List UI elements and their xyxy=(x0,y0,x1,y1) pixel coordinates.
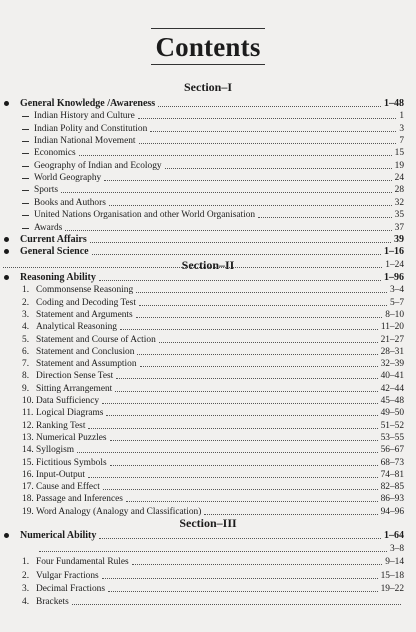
dot-leader xyxy=(139,305,387,306)
entry-pages: 8–10 xyxy=(385,309,404,320)
dot-leader xyxy=(204,514,378,515)
entry-pages: 56–67 xyxy=(380,445,404,456)
entry-pages: 32–39 xyxy=(380,359,404,370)
dot-leader xyxy=(108,591,378,592)
dot-leader xyxy=(106,415,378,416)
entry-pages: 45–48 xyxy=(380,396,404,406)
entry-label: Brackets xyxy=(36,597,69,607)
dot-leader xyxy=(158,106,381,107)
entry-pages: 82–85 xyxy=(380,482,404,493)
bullet-icon xyxy=(4,275,9,280)
entry-label: Passage and Inferences xyxy=(36,494,123,505)
entry-number: 4. xyxy=(22,597,30,607)
entry-label: Statement and Arguments xyxy=(36,309,133,320)
entry-label: Numerical Ability xyxy=(20,530,97,541)
dot-leader xyxy=(258,217,392,218)
entry-pages: 39 xyxy=(394,233,404,245)
toc-entry[interactable] xyxy=(0,583,416,595)
entry-label: Sitting Arrangement xyxy=(36,383,113,394)
entry-number: 14. xyxy=(22,445,34,456)
toc-entry[interactable] xyxy=(0,321,416,333)
toc-entry[interactable] xyxy=(0,420,416,432)
dot-leader xyxy=(115,391,378,392)
dot-leader xyxy=(126,501,378,502)
dot-leader xyxy=(103,489,378,490)
entry-label: Awards xyxy=(34,222,63,233)
toc-entry[interactable] xyxy=(0,309,416,321)
dash-icon xyxy=(22,215,29,216)
dot-leader xyxy=(65,230,392,231)
entry-label: Vulgar Fractions xyxy=(36,570,99,581)
dot-leader xyxy=(110,440,378,441)
toc-entry[interactable] xyxy=(0,123,416,135)
dot-leader xyxy=(88,428,378,429)
toc-entry[interactable] xyxy=(0,234,416,246)
dash-icon xyxy=(22,141,29,142)
entry-label: Word Analogy (Analogy and Classification) xyxy=(36,506,202,517)
toc-entry[interactable] xyxy=(0,493,416,505)
entry-pages: 51–52 xyxy=(380,420,404,431)
entry-number: 8. xyxy=(22,371,30,382)
entry-pages: 9–14 xyxy=(385,557,404,568)
entry-pages: 94–96 xyxy=(380,506,404,517)
toc-entry[interactable] xyxy=(0,160,416,172)
toc-entry[interactable] xyxy=(0,297,416,309)
entry-label: General Science xyxy=(20,246,89,258)
entry-pages: 1–96 xyxy=(384,272,404,283)
dot-leader xyxy=(102,578,378,579)
entry-number: 13. xyxy=(22,432,34,443)
toc-entry[interactable] xyxy=(0,334,416,346)
entry-label: Input-Output xyxy=(36,469,85,480)
dot-leader xyxy=(110,465,378,466)
entry-label: Economics xyxy=(34,148,76,159)
entry-label: General Knowledge /Awareness xyxy=(20,98,156,109)
dot-leader xyxy=(139,143,396,144)
section-heading: Section–III xyxy=(179,516,237,530)
dot-leader xyxy=(88,477,378,478)
entry-number: 15. xyxy=(22,457,34,468)
entry-pages: 1–64 xyxy=(384,530,404,541)
dot-leader xyxy=(72,604,401,605)
entry-pages: 32 xyxy=(394,197,404,208)
entry-pages: 68–73 xyxy=(380,457,404,468)
entry-label: Books and Authors xyxy=(34,197,106,208)
toc-entry[interactable] xyxy=(0,407,416,419)
section-heading: Section–II xyxy=(181,258,235,272)
toc-entry[interactable] xyxy=(0,596,416,608)
entry-pages: 1 xyxy=(399,111,404,122)
dash-icon xyxy=(22,153,29,154)
dot-leader xyxy=(90,242,391,243)
entry-number: 3. xyxy=(22,309,30,320)
toc-entry[interactable] xyxy=(0,432,416,444)
toc-entry[interactable] xyxy=(0,556,416,568)
dot-leader xyxy=(159,342,378,343)
dot-leader xyxy=(138,118,396,119)
entry-label: Direction Sense Test xyxy=(36,371,114,382)
entry-pages: 37 xyxy=(394,222,404,233)
entry-pages: 15–18 xyxy=(380,570,404,581)
entry-label: Sports xyxy=(34,185,58,196)
dash-icon xyxy=(22,166,29,167)
dash-icon xyxy=(22,116,29,117)
entry-pages: 3–8 xyxy=(389,544,404,555)
title-wrap xyxy=(0,28,416,65)
toc-entry[interactable] xyxy=(0,197,416,209)
entry-number: 4. xyxy=(22,322,30,333)
toc-entry[interactable] xyxy=(0,184,416,196)
entry-label: Indian History and Culture xyxy=(34,111,135,122)
entry-label: Cause and Effect xyxy=(36,482,100,493)
entry-pages: 19–22 xyxy=(380,583,404,594)
entry-pages: 11–20 xyxy=(380,322,404,333)
entry-label: Coding and Decoding Test xyxy=(36,297,136,308)
entry-number: 3. xyxy=(22,583,30,594)
bullet-icon xyxy=(4,249,9,254)
entry-pages: 15 xyxy=(394,148,404,159)
entry-label: Analytical Reasoning xyxy=(36,322,117,333)
dot-leader xyxy=(136,292,387,293)
entry-pages: 1–16 xyxy=(384,246,404,258)
entry-label: Decimal Fractions xyxy=(36,583,105,594)
dot-leader xyxy=(99,538,381,539)
entry-pages: 86–93 xyxy=(380,494,404,505)
dot-leader xyxy=(92,254,381,255)
entry-number: 18. xyxy=(22,494,34,505)
entry-label: Indian National Movement xyxy=(34,136,136,147)
entry-number: 1. xyxy=(22,557,30,568)
toc-entry[interactable] xyxy=(0,358,416,370)
dot-leader xyxy=(61,192,392,193)
toc-entry[interactable] xyxy=(0,370,416,382)
entry-label: Current Affairs xyxy=(20,233,87,245)
dash-icon xyxy=(22,178,29,179)
entry-label: World Geography xyxy=(34,173,102,184)
entry-pages: 74–81 xyxy=(380,469,404,480)
entry-label: Logical Diagrams xyxy=(36,408,104,419)
entry-pages: 1–48 xyxy=(384,98,404,109)
toc-entry[interactable] xyxy=(0,135,416,147)
entry-pages: 24 xyxy=(394,173,404,184)
dot-leader xyxy=(116,378,378,379)
toc-entry[interactable] xyxy=(0,530,416,542)
entry-pages: 42–44 xyxy=(380,383,404,394)
dot-leader xyxy=(104,180,392,181)
toc-entry[interactable] xyxy=(0,222,416,234)
entry-number: 12. xyxy=(22,420,34,431)
entry-label: Fictitious Symbols xyxy=(36,457,107,468)
dot-leader xyxy=(99,280,381,281)
bullet-icon xyxy=(4,101,9,106)
entry-number: 2. xyxy=(22,570,30,581)
dot-leader xyxy=(79,155,392,156)
dash-icon xyxy=(22,129,29,130)
dot-leader xyxy=(136,317,382,318)
bullet-icon xyxy=(4,237,9,242)
entry-pages: 7 xyxy=(399,136,404,147)
entry-pages: 35 xyxy=(394,210,404,221)
entry-pages: 28 xyxy=(394,185,404,196)
dash-icon xyxy=(22,190,29,191)
entry-label: Four Fundamental Rules xyxy=(36,557,129,568)
entry-label: Ranking Test xyxy=(36,420,86,431)
toc-entry[interactable] xyxy=(0,110,416,122)
dash-icon xyxy=(22,228,29,229)
page-title: Contents xyxy=(151,28,264,65)
entry-number: 16. xyxy=(22,469,34,480)
entry-label: Statement and Conclusion xyxy=(36,346,135,357)
dash-icon xyxy=(22,203,29,204)
entry-number: 10. xyxy=(22,396,34,406)
entry-number: 6. xyxy=(22,346,30,357)
entry-number: 5. xyxy=(22,334,30,345)
dot-leader xyxy=(165,168,392,169)
entry-label: United Nations Organisation and other World Organisation xyxy=(34,210,256,221)
dot-leader xyxy=(109,205,392,206)
toc-entry[interactable] xyxy=(0,395,416,407)
entry-pages: 40–41 xyxy=(380,371,404,382)
dot-leader xyxy=(132,564,382,565)
entry-pages: 3–4 xyxy=(389,285,404,296)
toc-entry[interactable] xyxy=(0,246,416,258)
entry-pages: 5–7 xyxy=(389,297,404,308)
entry-number: 2. xyxy=(22,297,30,308)
entry-label: Statement and Assumption xyxy=(36,359,137,370)
entry-number: 17. xyxy=(22,482,34,493)
toc-entry[interactable] xyxy=(0,383,416,395)
dot-leader xyxy=(102,403,378,404)
toc-entry[interactable] xyxy=(0,272,416,284)
dot-leader xyxy=(140,366,378,367)
toc-entry[interactable] xyxy=(0,147,416,159)
entry-pages: 53–55 xyxy=(380,432,404,443)
toc-entry[interactable] xyxy=(0,209,416,221)
toc-entry[interactable] xyxy=(0,346,416,358)
entry-pages: 21–27 xyxy=(380,334,404,345)
entry-number: 11. xyxy=(22,408,34,419)
entry-label: Statement and Course of Action xyxy=(36,334,156,345)
entry-label: Reasoning Ability xyxy=(20,272,96,283)
entry-pages: 49–50 xyxy=(380,408,404,419)
toc-entry[interactable] xyxy=(0,457,416,469)
entry-number: 7. xyxy=(22,359,30,370)
entry-number: 1. xyxy=(22,285,30,296)
entry-label: Commonsense Reasoning xyxy=(36,285,134,296)
entry-number: 9. xyxy=(22,383,30,394)
entry-pages: 1–24 xyxy=(385,259,404,270)
dot-leader xyxy=(150,131,396,132)
toc-entry[interactable] xyxy=(0,172,416,184)
entry-label: Syllogism xyxy=(36,445,75,456)
entry-pages: 28–31 xyxy=(380,346,404,357)
entry-label: Indian Polity and Constitution xyxy=(34,123,148,134)
section-heading: Section–I xyxy=(184,80,232,94)
toc-entry[interactable] xyxy=(0,481,416,493)
toc-entry[interactable] xyxy=(0,570,416,582)
toc-entry[interactable] xyxy=(0,98,416,110)
entry-pages: 19 xyxy=(394,160,404,171)
entry-label: Data Sufficiency xyxy=(36,396,100,406)
dot-leader xyxy=(77,452,378,453)
entry-label: Numerical Puzzles xyxy=(36,432,107,443)
toc-entry[interactable] xyxy=(0,284,416,296)
entry-pages: 3 xyxy=(399,123,404,134)
entry-label: Geography of Indian and Ecology xyxy=(34,160,162,171)
entry-number: 19. xyxy=(22,506,34,517)
dot-leader xyxy=(120,329,378,330)
toc-entry[interactable] xyxy=(0,543,416,555)
bullet-icon xyxy=(4,533,9,538)
toc-entry[interactable] xyxy=(0,444,416,456)
dot-leader xyxy=(39,551,387,552)
toc-entry[interactable] xyxy=(0,469,416,481)
dot-leader xyxy=(137,354,378,355)
